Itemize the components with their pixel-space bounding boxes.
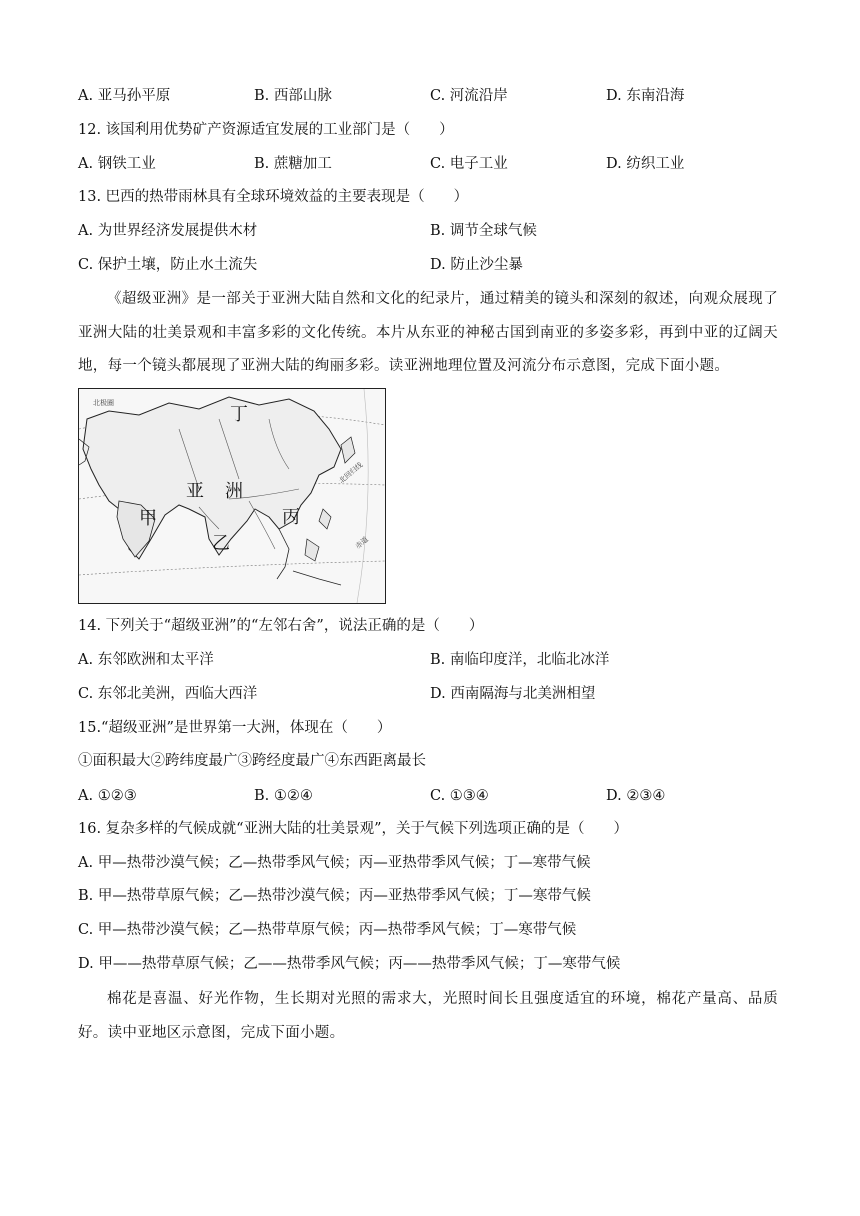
q14-option-b: B. 南临印度洋，北临北冰洋: [430, 652, 610, 668]
q14-stem: 14. 下列关于“超级亚洲”的“左邻右舍”，说法正确的是（ ）: [78, 618, 484, 634]
q11-option-c: C. 河流沿岸: [430, 88, 508, 104]
q14-option-d: D. 西南隔海与北美洲相望: [430, 686, 596, 702]
map-label-yi: 乙: [212, 533, 230, 554]
q12-option-a: A. 钢铁工业: [78, 156, 156, 172]
q11-option-a: A. 亚马孙平原: [78, 88, 171, 104]
map-label-arctic-circle: 北极圈: [93, 399, 114, 407]
map-label-tropic: 北回归线: [337, 460, 365, 486]
q12-option-c: C. 电子工业: [430, 156, 508, 172]
q13-option-a: A. 为世界经济发展提供木材: [78, 223, 258, 239]
q12-option-b: B. 蔗糖加工: [254, 156, 332, 172]
q13-option-d: D. 防止沙尘暴: [430, 257, 523, 273]
q15-option-c: C. ①③④: [430, 788, 489, 804]
q16-option-b: B. 甲—热带草原气候；乙—热带沙漠气候；丙—亚热带季风气候；丁—寒带气候: [78, 888, 591, 904]
q16-stem: 16. 复杂多样的气候成就“亚洲大陆的壮美景观”，关于气候下列选项正确的是（ ）: [78, 821, 628, 837]
q15-stem: 15.“超级亚洲”是世界第一大洲，体现在（ ）: [78, 720, 392, 736]
q15-option-d: D. ②③④: [606, 788, 666, 804]
map-label-equator: 赤道: [354, 535, 370, 551]
asia-map: [78, 388, 386, 604]
map-label-jia: 甲: [139, 508, 157, 529]
q15-option-b: B. ①②④: [254, 788, 313, 804]
map-label-ding: 丁: [230, 404, 248, 425]
q11-option-b: B. 西部山脉: [254, 88, 332, 104]
q11-option-d: D. 东南沿海: [606, 88, 685, 104]
q15-statements: ①面积最大②跨纬度最广③跨经度最广④东西距离最长: [78, 753, 426, 769]
map-label-bing: 丙: [282, 507, 300, 528]
q16-option-c: C. 甲—热带沙漠气候；乙—热带草原气候；丙—热带季风气候；丁—寒带气候: [78, 922, 577, 938]
passage-cotton: 棉花是喜温、好光作物，生长期对光照的需求大，光照时间长且强度适宜的环境，棉花产量高、品质好。读中亚地区示意图，完成下面小题。: [78, 991, 778, 1041]
q16-option-d: D. 甲——热带草原气候；乙——热带季风气候；丙——热带季风气候；丁—寒带气候: [78, 956, 621, 972]
map-label-asia-2: 洲: [225, 481, 243, 502]
q16-option-a: A. 甲—热带沙漠气候；乙—热带季风气候；丙—亚热带季风气候；丁—寒带气候: [78, 855, 591, 871]
map-label-asia-1: 亚: [186, 481, 204, 502]
q14-option-a: A. 东邻欧洲和太平洋: [78, 652, 214, 668]
q13-stem: 13. 巴西的热带雨林具有全球环境效益的主要表现是（ ）: [78, 189, 469, 205]
q12-option-d: D. 纺织工业: [606, 156, 685, 172]
q13-option-b: B. 调节全球气候: [430, 223, 537, 239]
q14-option-c: C. 东邻北美洲，西临大西洋: [78, 686, 258, 702]
q15-option-a: A. ①②③: [78, 788, 137, 804]
q13-option-c: C. 保护土壤，防止水土流失: [78, 257, 258, 273]
q12-stem: 12. 该国利用优势矿产资源适宜发展的工业部门是（ ）: [78, 122, 454, 138]
passage-super-asia: 《超级亚洲》是一部关于亚洲大陆自然和文化的纪录片，通过精美的镜头和深刻的叙述，向观众展现了亚洲大陆的壮美景观和丰富多彩的文化传统。本片从东亚的神秘古国到南亚的多姿多彩，再到中亚的辽阔天地，每一个镜头都展现了亚洲大陆的绚丽多彩。读亚洲地理位置及河流分布示意图，完成下面小题。: [78, 291, 778, 374]
